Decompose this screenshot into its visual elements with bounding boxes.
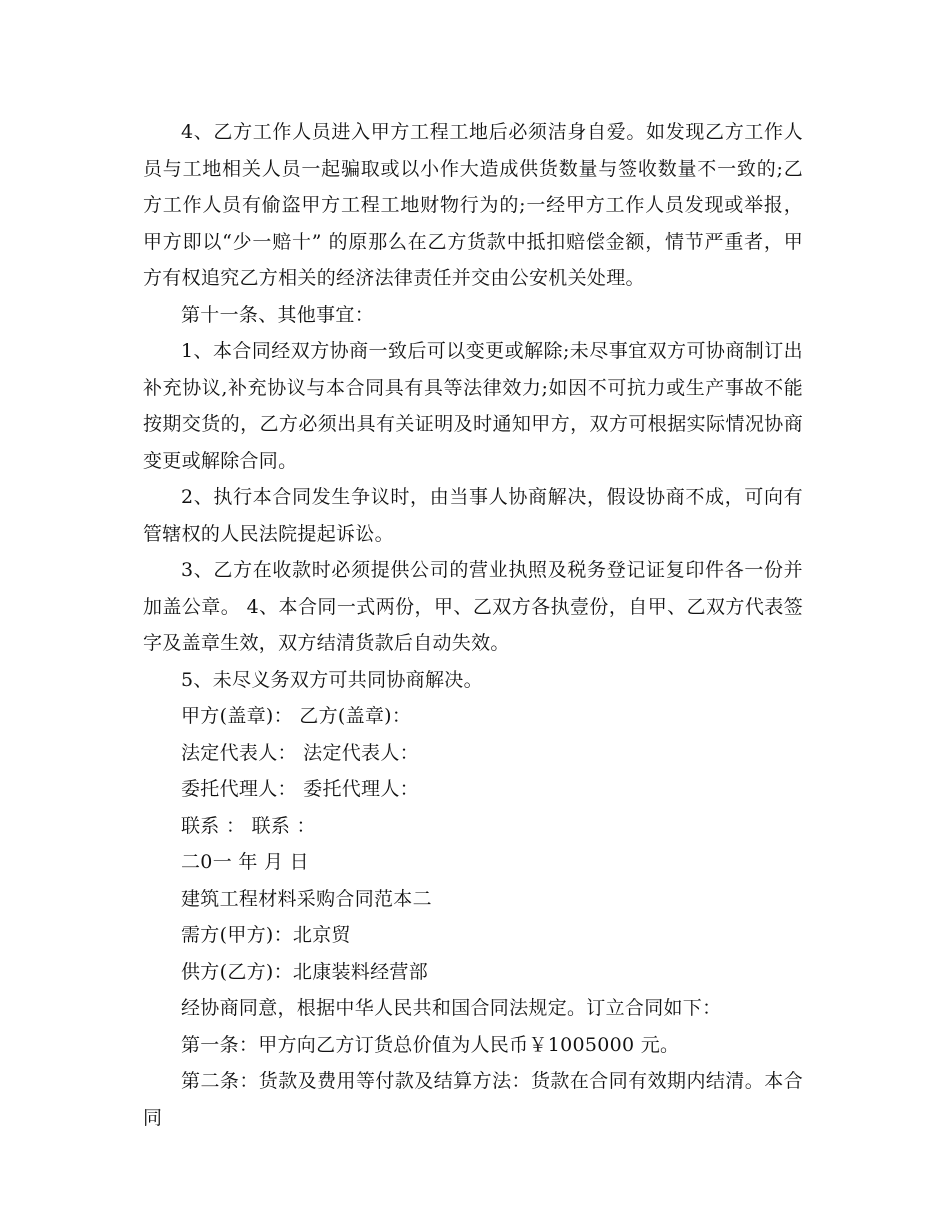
buyer-party-line: 需方(甲方)：北京贸: [181, 924, 351, 946]
signature-seal-line: 甲方(盖章)： 乙方(盖章)：: [181, 705, 412, 727]
paragraph-article-11-item-5: 5、未尽义务双方可共同协商解决。: [181, 668, 483, 691]
article-2-payment: 第二条：货款及费用等付款及结算方法：货款在合同有效期内结清。本合同: [143, 1070, 803, 1129]
article-1-total-value: 第一条：甲方向乙方订货总价值为人民币￥1005000 元。: [181, 1033, 680, 1056]
paragraph-article-11-heading: 第十一条、其他事宜：: [181, 303, 375, 326]
signature-agent-line: 委托代理人： 委托代理人：: [181, 778, 419, 800]
signature-legal-rep-line: 法定代表人： 法定代表人：: [181, 741, 419, 764]
paragraph-article-11-item-1: 1、本合同经双方协商一致后可以变更或解除;未尽事宜双方可协商制订出补充协议,补充协议与本合同具有具等法律效力;如因不可抗力或生产事故不能按期交货的，乙方必须出具有关证明及时通知甲方，双方可根据实际情况协商变更或解除合同。: [143, 340, 803, 472]
supplier-party-line: 供方(乙方)：北康装料经营部: [181, 960, 429, 983]
paragraph-clause-4-conduct: 4、乙方工作人员进入甲方工程工地后必须洁身自爱。如发现乙方工作人员与工地相关人员一起骗取或以小作大造成供货数量与签收数量不一致的;乙方工作人员有偷盗甲方工程工地财物行为的;一经甲方工作人员发现或举报，甲方即以“少一赔十” 的原那么在乙方货款中抵扣赔偿金额，情节严重者，甲方有权追究乙方相关的经济法律责任并交由公安机关处理。: [143, 121, 803, 289]
agreement-intro: 经协商同意，根据中华人民共和国合同法规定。订立合同如下：: [181, 997, 722, 1019]
signature-contact-line: 联系 ： 联系 ：: [181, 814, 316, 837]
paragraph-article-11-item-2: 2、执行本合同发生争议时，由当事人协商解决，假设协商不成，可向有管辖权的人民法院提起诉讼。: [143, 486, 803, 545]
paragraph-article-11-item-3-4: 3、乙方在收款时必须提供公司的营业执照及税务登记证复印件各一份并加盖公章。 4、本合同一式两份，甲、乙双方各执壹份，自甲、乙双方代表签字及盖章生效，双方结清货款后自动失效。: [143, 559, 803, 654]
contract-two-title: 建筑工程材料采购合同范本二: [181, 887, 432, 910]
document-body: [143, 114, 803, 1136]
signature-date-line: 二0一 年 月 日: [181, 851, 309, 873]
